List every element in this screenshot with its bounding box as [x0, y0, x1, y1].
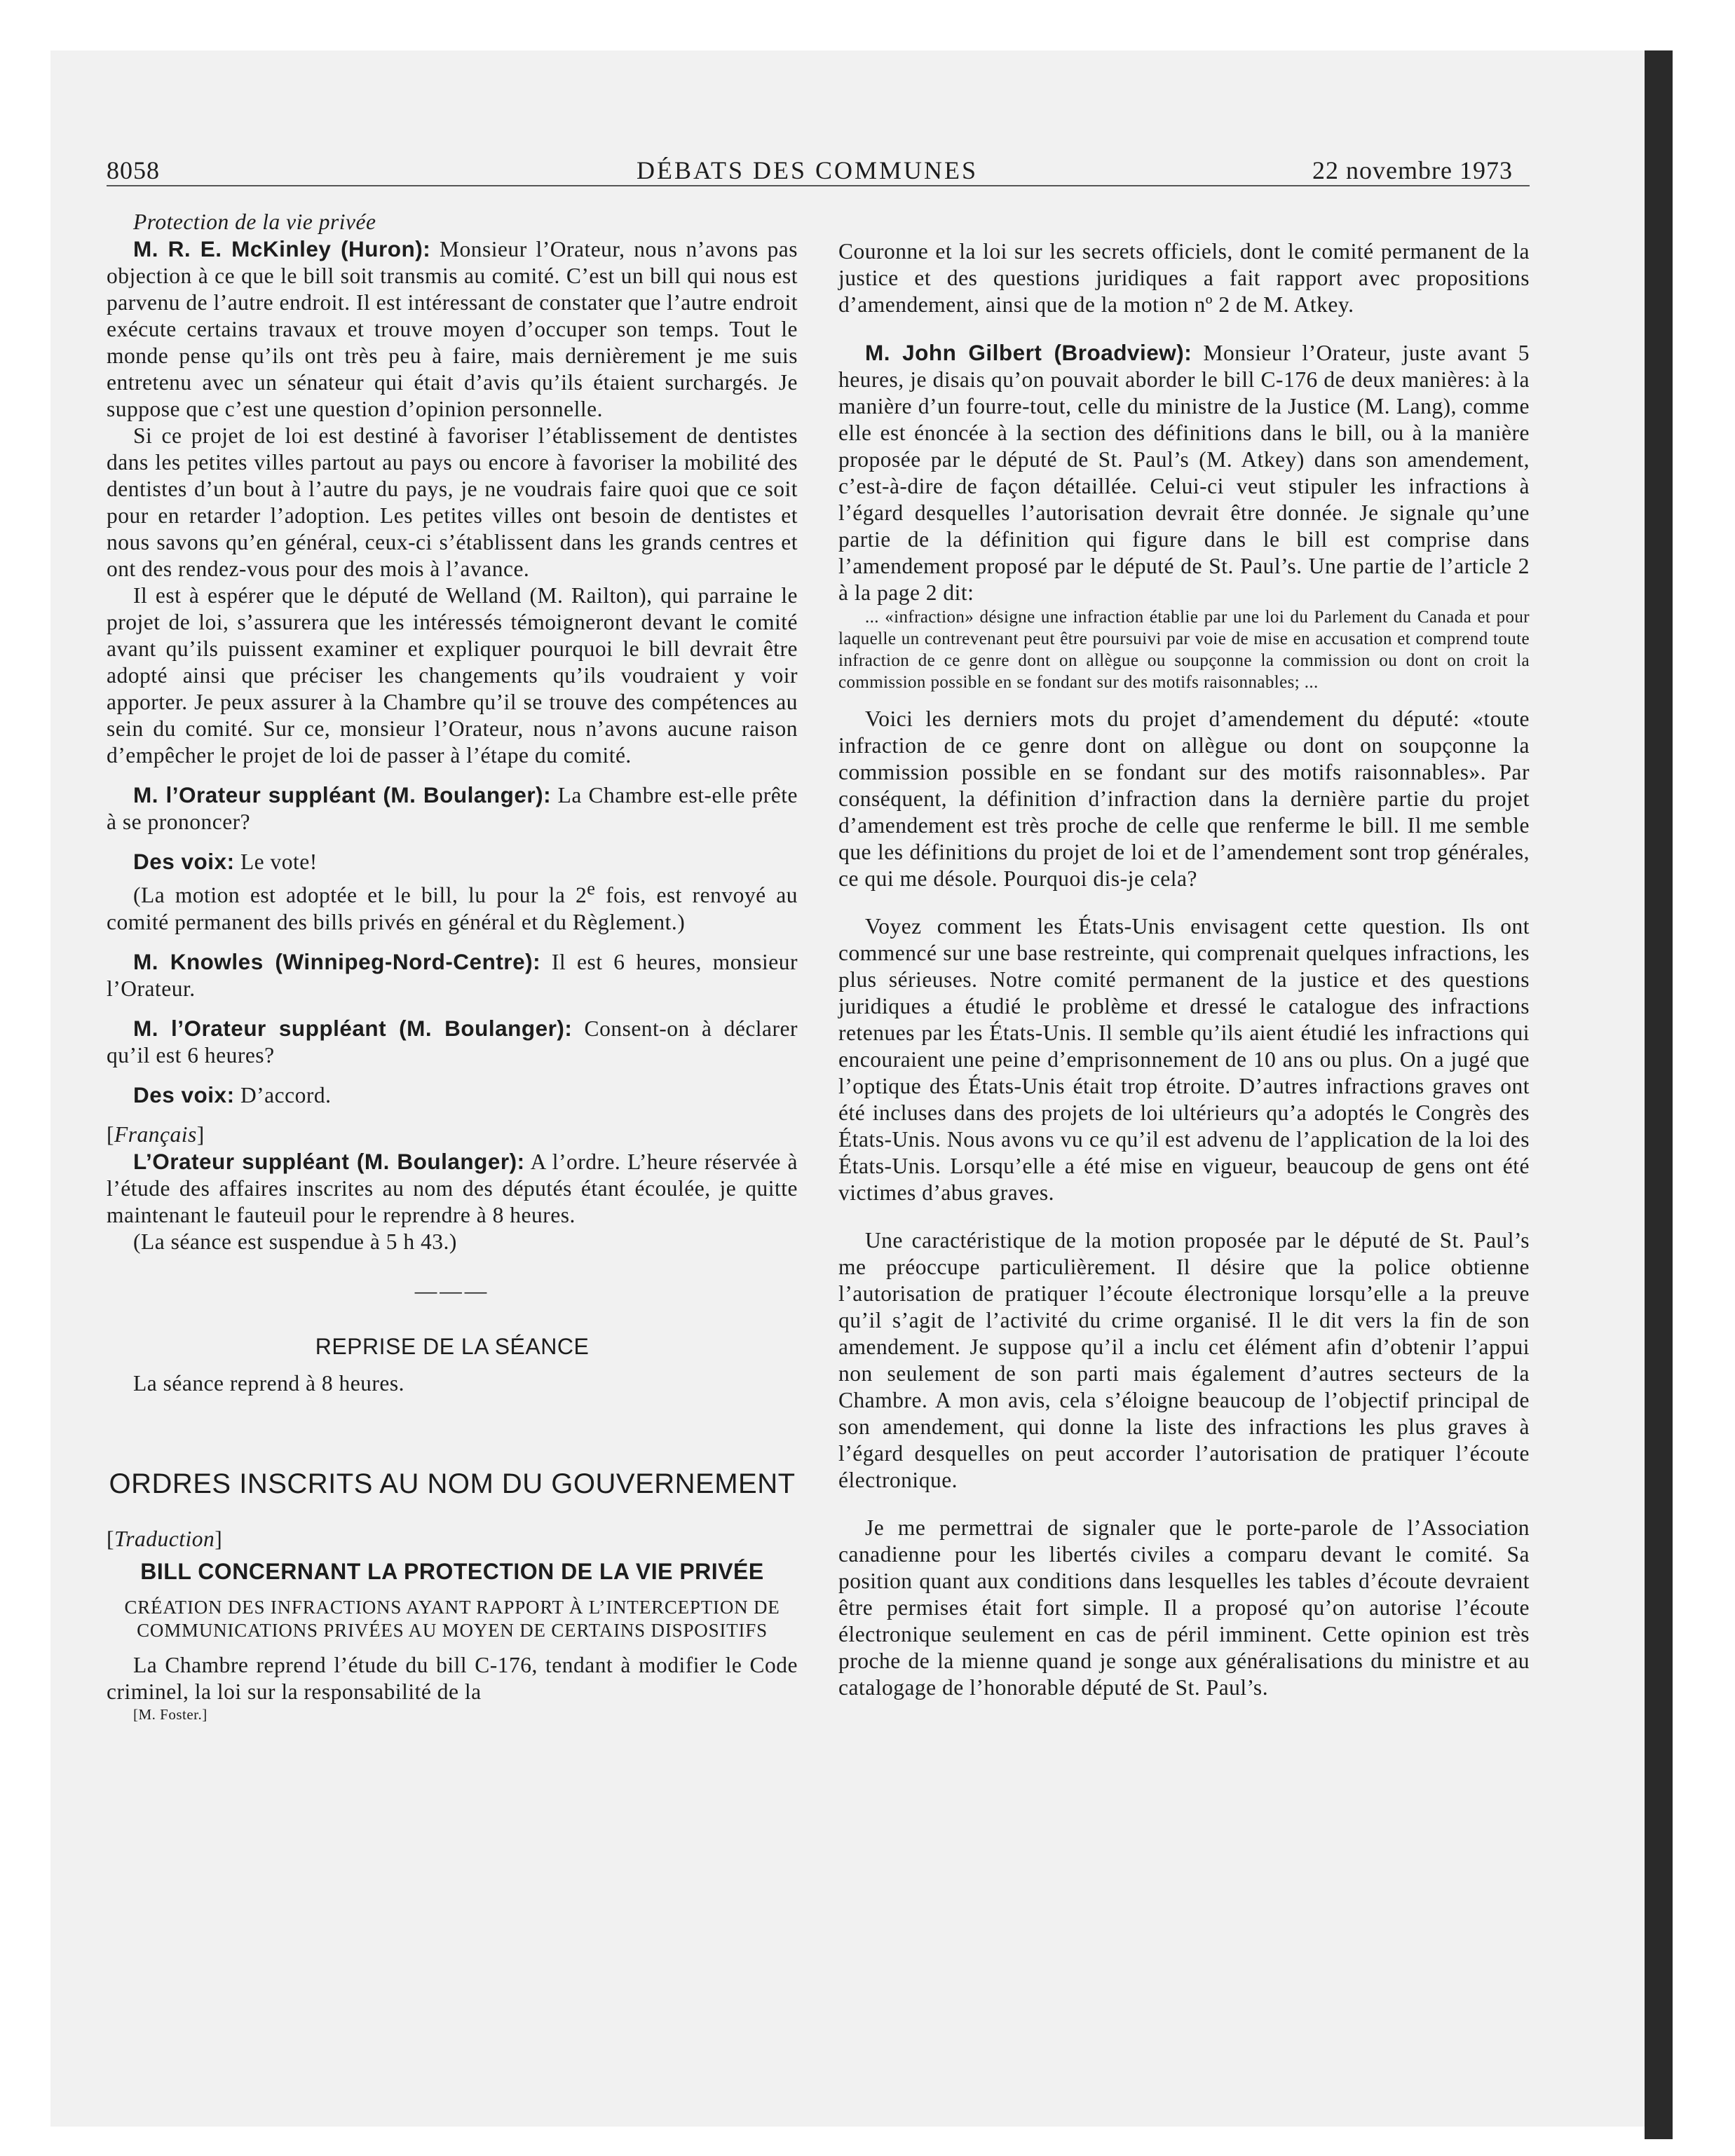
section-subheading: Protection de la vie privée [133, 210, 376, 234]
bill-subheading: CRÉATION DES INFRACTIONS AYANT RAPPORT À L’INTERCEPTION DE COMMUNICATIONS PRIVÉES AU MOYEN DE CERTAINS DISPOSITIFS [124, 1596, 780, 1641]
bill-heading: BILL CONCERNANT LA PROTECTION DE LA VIE PRIVÉE [140, 1558, 764, 1584]
sitting-suspended: (La séance est suspendue à 5 h 43.) [133, 1229, 457, 1254]
speaker-name: Des voix: [133, 849, 235, 874]
page-number: 8058 [107, 156, 160, 184]
speech-text: D’accord. [234, 1082, 332, 1107]
speaker-name: M. l’Orateur suppléant (M. Boulanger): [133, 782, 552, 807]
orders-heading: ORDRES INSCRITS AU NOM DU GOUVERNEMENT [109, 1468, 796, 1499]
speech-voices-agree [107, 1082, 798, 1109]
speech-speaker-consent [107, 1015, 798, 1069]
speaker-name: M. John Gilbert (Broadview): [865, 340, 1192, 365]
bill-quotation: ... «infraction» désigne une infraction établie par une loi du Parlement du Canada et pour laquelle un contrevenant peut être poursuivi par voie de mise en accusation et comprend toute infraction de ce genre dont on allègue ou soupçonne la commission ou dont on croit la commission possible en se fondant sur des motifs raisonnables; ... [838, 608, 1530, 692]
speech-text: Consent-on à déclarer qu’il est 6 heures? [107, 1016, 798, 1067]
speaker-name: M. R. E. McKinley (Huron): [133, 236, 431, 261]
speaker-name: M. l’Orateur suppléant (M. Boulanger): [133, 1015, 573, 1041]
paragraph: Si ce projet de loi est destiné à favoriser l’établissement de dentistes dans les petites villes partout au pays ou encore à favoriser la mobilité des dentistes d’un bout à l’autre du pays, je ne voudrais faire quoi que ce soit pour en retarder l’adoption. Les petites villes ont besoin de dentistes et nous savons qu’en général, ceux-ci s’établissent dans les grands centres et ont des rendez-vous pour des mois à l’avance. [107, 423, 798, 581]
paragraph: Voyez comment les États-Unis envisagent cette question. Ils ont commencé sur une base restreinte, qui comprenait quelques infractions, les plus sérieuses. Notre comité permanent de la justice et des questions juridiques a étudié le problème et dressé le catalogue des infractions retenues par les États-Unis. Il semble qu’ils aient étudié les infractions qui encouraient une peine d’emprisonnement de 10 ans ou plus. On a jugé que l’optique des États-Unis était trop étroite. D’autres infractions graves ont été incluses dans des projets de loi ultérieurs qu’a adoptés le Congrès des États-Unis. Nous avons vu ce qu’il est advenu de l’application de la loi des États-Unis. Lorsqu’elle a été mise en vigueur, beaucoup de gens ont été victimes d’abus graves. [838, 914, 1530, 1205]
speaker-name: L’Orateur suppléant (M. Boulanger): [133, 1148, 525, 1174]
page-date: 22 novembre 1973 [1312, 156, 1513, 184]
left-column [107, 209, 798, 1724]
speech-knowles [107, 948, 798, 1002]
speech-speaker-question [107, 782, 798, 835]
header-rule [107, 185, 1530, 186]
language-tag-francais: [Français] [107, 1121, 205, 1147]
paragraph: Une caractéristique de la motion proposée par le député de St. Paul’s me préoccupe particulièrement. Il désire que la police obtienne l’autorisation de pratiquer l’écoute électronique lorsqu’elle a la preuve qu’il s’agit de l’activité du crime organisé. Il le dit vers la fin de son amendement. Je suppose qu’il a inclu cet élément afin d’obtenir l’appui non seulement de son parti mais également d’autres secteurs de la Chambre. A mon avis, cela s’éloigne beaucoup de l’objectif principal de son amendement, qui donne la liste des infractions les plus graves à l’égard desquelles on peut accorder l’autorisation de pratiquer l’écoute électronique. [838, 1228, 1530, 1492]
paragraph: Il est à espérer que le député de Welland (M. Railton), qui parraine le projet de loi, s’assurera que les intéressés témoigneront devant le comité avant qu’ils puissent examiner et expliquer pourquoi le bill devrait être adopté ainsi que préciser les changements qu’ils voudraient y voir apporter. Je peux assurer à la Chambre qu’il se trouve des compétences au sein du comité. Sur ce, monsieur l’Orateur, nous n’avons aucune raison d’empêcher le projet de loi de passer à l’étape du comité. [107, 583, 798, 767]
speech-mckinley [107, 236, 798, 423]
speaker-name: M. Knowles (Winnipeg-Nord-Centre): [133, 948, 541, 974]
speech-text: A l’ordre. L’heure réservée à l’étude des affaires inscrites au nom des députés étant écoulée, je quitte maintenant le fauteuil pour le reprendre à 8 heures. [107, 1149, 798, 1227]
speech-speaker-order [107, 1148, 798, 1229]
speech-text: Il est 6 heures, monsieur l’Orateur. [107, 949, 798, 1001]
speech-text: Monsieur l’Orateur, juste avant 5 heures, je disais qu’on pouvait aborder le bill C-176 de deux manières: à la manière d’un fourre-tout, celle du ministre de la Justice (M. Lang), comme elle est énoncée à la section des définitions dans le bill, ou à la manière proposée par le député de St. Paul’s (M. Atkey) dans son amendement, c’est-à-dire de façon détaillée. Celui-ci veut stipuler les infractions à l’égard desquelles l’autorisation devrait être donnée. Je signale qu’une partie de la définition qui figure dans le bill est comprise dans l’amendement proposé par le député de St. Paul’s. Une partie de l’article 2 à la page 2 dit: [838, 341, 1530, 605]
speech-text: La Chambre est-elle prête à se prononcer? [107, 783, 798, 834]
publication-title: DÉBATS DES COMMUNES [637, 156, 979, 184]
paragraph: Je me permettrai de signaler que le porte-parole de l’Association canadienne pour les libertés civiles a comparu devant le comité. Sa position quant aux conditions dans lesquelles les tables d’écoute devraient être permises était fort simple. Il a proposé qu’on autorise l’écoute électronique seulement en cas de péril imminent. Cette opinion est très proche de la mienne quand je songe aux généralisations du ministre et au catalogage de l’honorable député de St. Paul’s. [838, 1515, 1530, 1700]
reprise-heading: REPRISE DE LA SÉANCE [315, 1333, 590, 1359]
speech-gilbert [838, 339, 1530, 606]
speaker-name: Des voix: [133, 1082, 235, 1107]
paragraph: Couronne et la loi sur les secrets officiels, dont le comité permanent de la justice et des questions juridiques a fait rapport avec propositions d’amendement, ainsi que de la motion nº 2 de M. Atkey. [838, 239, 1530, 317]
right-column [838, 238, 1530, 1701]
paragraph: La Chambre reprend l’étude du bill C-176, tendant à modifier le Code criminel, la loi sur la responsabilité de la [107, 1652, 798, 1704]
motion-adopted: (La motion est adoptée et le bill, lu pour la 2e fois, est renvoyé au comité permanent des bills privés en général et du Règlement.) [107, 878, 798, 934]
scan-edge-shadow [1645, 50, 1673, 2139]
footnote-speaker: [M. Foster.] [133, 1705, 207, 1723]
paragraph: Voici les derniers mots du projet d’amendement du député: «toute infraction de ce genre dont on allègue ou dont on soupçonne la commission possible en se fondant sur des motifs raisonnables». Par conséquent, la définition d’infraction dans la dernière partie du projet d’amendement est très proche de celle que renferme le bill. Il me semble que les définitions du projet de loi et de l’amendement sont trop générales, ce qui me désole. Pourquoi dis-je cela? [838, 707, 1530, 891]
speech-voices [107, 848, 798, 875]
speech-text: Le vote! [234, 850, 318, 874]
speech-text: Monsieur l’Orateur, nous n’avons pas objection à ce que le bill soit transmis au comité. C’est un bill qui nous est parvenu de l’autre endroit. Il est intéressant de constater que l’autre endroit exécute certains travaux et trouve moyen d’occuper son temps. Tout le monde pense qu’ils ont très peu à faire, mais dernièrement je me suis entretenu avec un sénateur qui était d’avis qu’ils étaient surchargés. Je suppose que c’est une question d’opinion personnelle. [107, 237, 798, 421]
language-tag-traduction: [Traduction] [107, 1526, 223, 1551]
section-separator: ——— [414, 1278, 490, 1303]
reprise-text: La séance reprend à 8 heures. [133, 1370, 405, 1396]
